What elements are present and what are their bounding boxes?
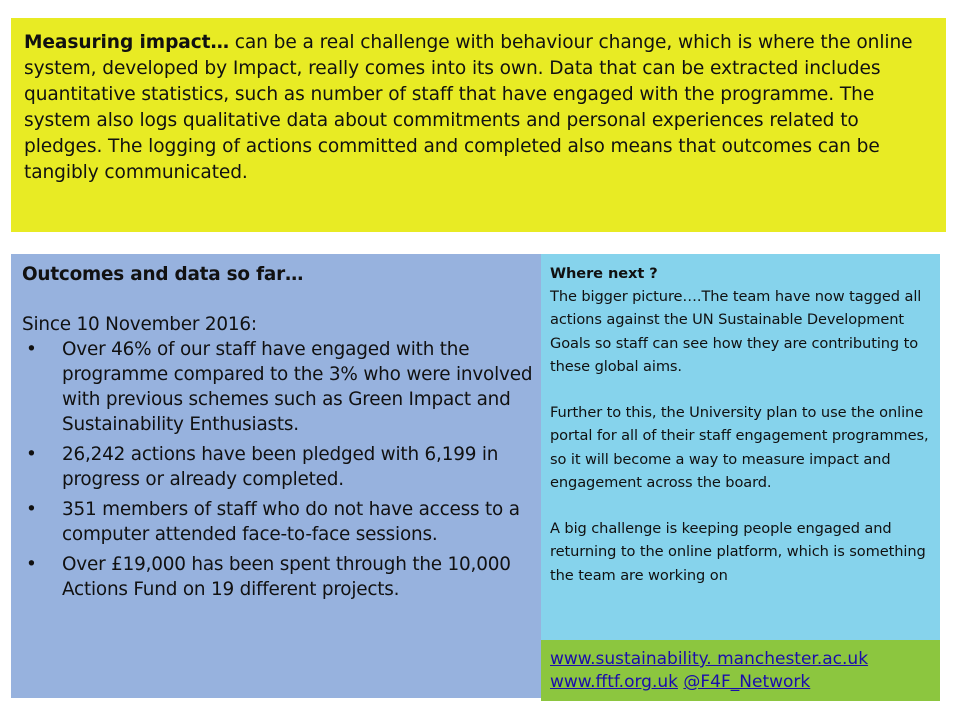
intro-panel	[11, 18, 946, 232]
twitter-link[interactable]: @F4F_Network	[683, 672, 811, 692]
fftf-link[interactable]: www.fftf.org.uk	[550, 672, 678, 692]
bullet-icon: •	[26, 444, 37, 465]
outcomes-heading: Outcomes and data so far…	[22, 264, 304, 285]
list-item	[22, 497, 533, 547]
intro-text: can be a real challenge with behaviour change, which is where the online system, developed by Impact, really comes into its own. Data that can be extracted includes quantitative statistics, such as number of staff that have engaged with the programme. The system also logs qualitative data about commitments and personal experiences related to pledges. The logging of actions committed and completed also means that outcomes can be tangibly communicated.	[24, 32, 913, 183]
sustainability-link[interactable]: www.sustainability. manchester.ac.uk	[550, 649, 869, 669]
where-next-panel	[541, 254, 940, 640]
intro-lead: Measuring impact…	[24, 32, 229, 53]
outcomes-since: Since 10 November 2016:	[22, 314, 257, 335]
list-item	[22, 552, 533, 602]
where-next-paragraph: Further to this, the University plan to use the online portal for all of their staff engagement programmes, so it will become a way to measure impact and engagement across the board.	[550, 404, 929, 491]
where-next-paragraph: A big challenge is keeping people engaged and returning to the online platform, which is something the team are working on	[550, 520, 926, 584]
bullet-icon: •	[26, 554, 37, 575]
links-panel	[541, 640, 940, 701]
bullet-icon: •	[26, 499, 37, 520]
outcome-text: 351 members of staff who do not have access to a computer attended face-to-face sessions.	[62, 499, 520, 545]
where-next-paragraph: The bigger picture….The team have now tagged all actions against the UN Sustainable Development Goals so staff can see how they are contributing to these global aims.	[550, 288, 922, 375]
list-item	[22, 442, 533, 492]
bullet-icon: •	[26, 339, 37, 360]
where-next-heading: Where next ?	[550, 265, 658, 282]
outcome-text: Over £19,000 has been spent through the 10,000 Actions Fund on 19 different projects.	[62, 554, 511, 600]
outcome-text: 26,242 actions have been pledged with 6,199 in progress or already completed.	[62, 444, 499, 490]
outcomes-list	[22, 337, 533, 602]
outcome-text: Over 46% of our staff have engaged with the programme compared to the 3% who were involved with previous schemes such as Green Impact and Sustainability Enthusiasts.	[62, 339, 533, 435]
outcomes-panel	[11, 254, 541, 698]
list-item	[22, 337, 533, 437]
